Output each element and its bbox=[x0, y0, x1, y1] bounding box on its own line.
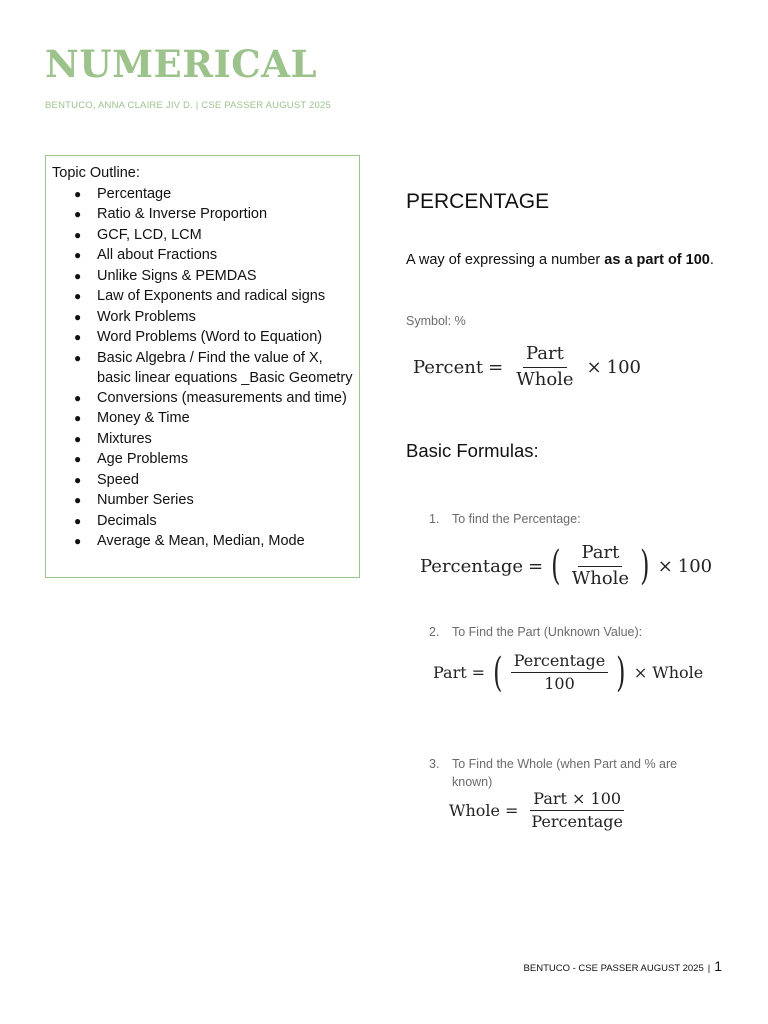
outline-item: ● Ratio & Inverse Proportion bbox=[97, 204, 353, 225]
basic-formulas-heading: Basic Formulas: bbox=[406, 440, 539, 461]
times-sign: × bbox=[657, 555, 673, 577]
page-number: 1 bbox=[714, 958, 722, 974]
step-number: 1. bbox=[429, 512, 440, 526]
fraction bbox=[513, 344, 576, 390]
part-formula bbox=[433, 649, 704, 696]
definition-emphasis: as a part of 100 bbox=[604, 252, 710, 268]
fraction bbox=[528, 790, 626, 832]
percentage-definition bbox=[406, 252, 714, 268]
percent-formula bbox=[413, 344, 641, 390]
step-description: To Find the Part (Unknown Value): bbox=[452, 625, 643, 639]
footer-separator: | bbox=[707, 963, 711, 974]
document-title: NUMERICAL bbox=[45, 42, 317, 86]
open-paren: ( bbox=[551, 543, 561, 590]
definition-text: A way of expressing a number bbox=[406, 252, 605, 268]
step-description: To Find the Whole (when Part and % are known) bbox=[452, 757, 678, 789]
percentage-formula bbox=[420, 543, 712, 589]
outline-item: ● Age Problems bbox=[97, 449, 353, 470]
close-paren: ) bbox=[640, 543, 650, 590]
outline-item: ● Unlike Signs & PEMDAS bbox=[97, 266, 353, 287]
outline-item: ● Word Problems (Word to Equation) bbox=[97, 327, 353, 348]
outline-item: ● Money & Time bbox=[97, 408, 353, 429]
outline-item: ● Basic Algebra / Find the value of X, basic linear equations _Basic Geometry bbox=[97, 348, 353, 388]
whole-formula bbox=[449, 790, 631, 832]
formula-step-2 bbox=[429, 623, 642, 641]
formula-rhs: 100 bbox=[677, 555, 713, 577]
close-paren: ) bbox=[616, 649, 626, 696]
step-description: To find the Percentage: bbox=[452, 512, 581, 526]
outline-item: ● Work Problems bbox=[97, 307, 353, 328]
percentage-heading: PERCENTAGE bbox=[406, 190, 550, 213]
times-sign: × bbox=[586, 356, 602, 378]
fraction-numerator: Percentage bbox=[511, 652, 609, 673]
outline-item: ● Conversions (measurements and time) bbox=[97, 388, 353, 409]
definition-end: . bbox=[709, 252, 714, 268]
fraction-numerator: Part × 100 bbox=[530, 790, 624, 811]
step-number: 3. bbox=[429, 757, 440, 771]
fraction bbox=[569, 543, 632, 589]
page-footer bbox=[524, 958, 722, 974]
formula-rhs: Whole bbox=[652, 663, 704, 683]
formula-lhs: Percent bbox=[413, 356, 484, 378]
formula-lhs: Percentage bbox=[420, 555, 524, 577]
formula-lhs: Part bbox=[433, 663, 467, 683]
fraction-denominator: Percentage bbox=[531, 812, 623, 832]
equals-sign: = bbox=[504, 801, 519, 821]
equals-sign: = bbox=[471, 663, 486, 683]
formula-factor: 100 bbox=[606, 356, 642, 378]
topic-outline-box bbox=[45, 155, 360, 578]
formula-lhs: Whole bbox=[449, 801, 500, 821]
open-paren: ( bbox=[493, 649, 503, 696]
fraction-denominator: 100 bbox=[544, 674, 575, 694]
fraction-numerator: Part bbox=[578, 543, 622, 567]
outline-item: ● All about Fractions bbox=[97, 245, 353, 266]
outline-item: ● Average & Mean, Median, Mode bbox=[97, 531, 353, 552]
formula-step-3 bbox=[429, 755, 699, 791]
topic-outline-heading: Topic Outline: bbox=[52, 165, 140, 181]
outline-item: ● Decimals bbox=[97, 511, 353, 532]
equals-sign: = bbox=[528, 555, 544, 577]
equals-sign: = bbox=[488, 356, 504, 378]
fraction-numerator: Part bbox=[523, 344, 567, 368]
fraction-denominator: Whole bbox=[516, 368, 574, 390]
times-sign: × bbox=[633, 663, 648, 683]
outline-item: ● GCF, LCD, LCM bbox=[97, 225, 353, 246]
fraction bbox=[511, 652, 609, 694]
outline-item: ● Law of Exponents and radical signs bbox=[97, 286, 353, 307]
outline-item: ● Number Series bbox=[97, 490, 353, 511]
topic-outline-list bbox=[52, 184, 353, 552]
formula-step-1 bbox=[429, 510, 581, 528]
document-subtitle: BENTUCO, ANNA CLAIRE JIV D. | CSE PASSER AUGUST 2025 bbox=[45, 100, 331, 111]
symbol-label: Symbol: % bbox=[406, 314, 466, 328]
outline-item: ● Mixtures bbox=[97, 429, 353, 450]
outline-item: ● Speed bbox=[97, 470, 353, 491]
step-number: 2. bbox=[429, 625, 440, 639]
footer-text: BENTUCO - CSE PASSER AUGUST 2025 bbox=[523, 963, 704, 974]
outline-item: ● Percentage bbox=[97, 184, 353, 205]
fraction-denominator: Whole bbox=[571, 567, 630, 589]
